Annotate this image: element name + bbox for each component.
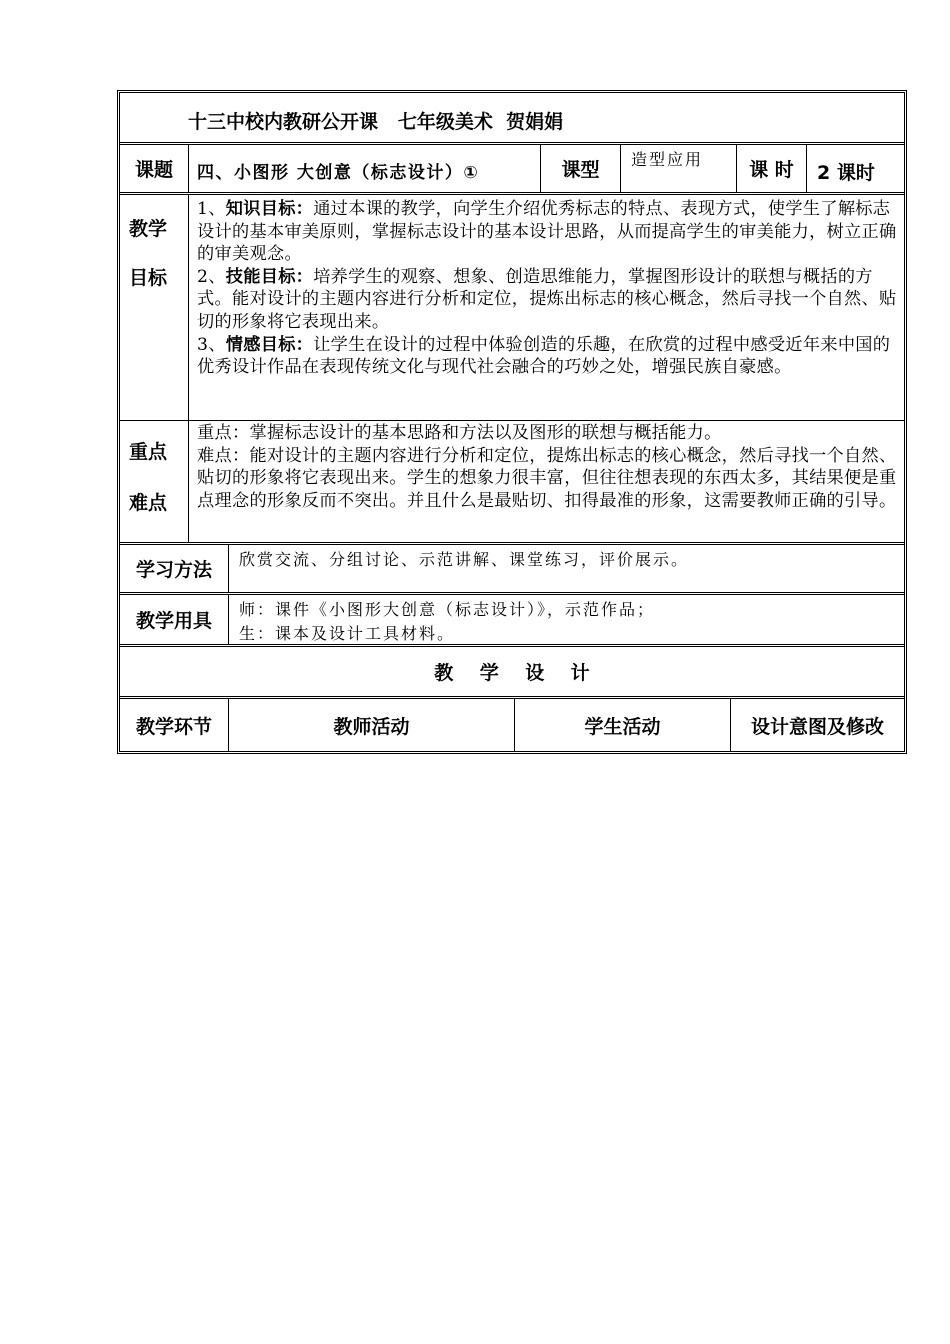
lesson-row <box>120 145 904 195</box>
topic-label: 课题 <box>134 159 173 181</box>
tools-student: 生：课本及设计工具材料。 <box>239 624 456 643</box>
key-points-label-line1: 重点 <box>129 441 168 463</box>
col-student: 学生活动 <box>514 699 730 751</box>
objectives-row <box>120 195 904 421</box>
lesson-plan-table <box>117 90 907 754</box>
tools-teacher: 师：课件《小图形大创意（标志设计）》，示范作品； <box>239 600 656 619</box>
column-header-row <box>120 699 904 751</box>
difficulty-text: 难点：能对设计的主题内容进行分析和定位，提炼出标志的核心概念，然后寻找一个自然、贴切的形象将它表现出来。学生的想象力很丰富，但往往想表现的东西太多，其结果便是重点理念的形象反而不突出。并且什么是最贴切、扣得最准的形象，这需要教师正确的引导。 <box>197 445 897 511</box>
objectives-label <box>120 195 188 420</box>
methods-label: 学习方法 <box>135 559 212 581</box>
type-value: 造型应用 <box>620 145 736 192</box>
hours-label: 课 时 <box>736 145 806 192</box>
objective-item: 2、技能目标：培养学生的观察、想象、创造思维能力，掌握图形设计的联想与概括的方式。能对设计的主题内容进行分析和定位，提炼出标志的核心概念，然后寻找一个自然、贴切的形象将它表现出来。 <box>197 266 897 332</box>
hours-value: 2 课时 <box>806 145 904 192</box>
col-intent: 设计意图及修改 <box>730 699 904 751</box>
tools-row <box>120 595 904 647</box>
topic-value: 四、小图形 大创意（标志设计）① <box>188 145 540 192</box>
col-stage: 教学环节 <box>135 715 212 738</box>
header-row <box>120 93 904 145</box>
key-points-row <box>120 421 904 545</box>
design-title: 教 学 设 计 <box>434 662 590 684</box>
methods-row <box>120 545 904 595</box>
objective-item: 3、情感目标：让学生在设计的过程中体验创造的乐趣，在欣赏的过程中感受近年来中国的优秀设计作品在表现传统文化与现代社会融合的巧妙之处，增强民族自豪感。 <box>197 334 891 378</box>
tools-value <box>228 595 904 644</box>
key-points-content <box>188 421 904 542</box>
objectives-label-line1: 教学 <box>129 218 168 240</box>
key-points-label-line2: 难点 <box>129 492 168 514</box>
design-title-row <box>120 647 904 699</box>
tools-label: 教学用具 <box>135 610 212 632</box>
col-teacher: 教师活动 <box>228 699 514 751</box>
page-title: 十三中校内教研公开课 七年级美术 贺娟娟 <box>188 111 564 133</box>
objective-item: 1、知识目标：通过本课的教学，向学生介绍优秀标志的特点、表现方式，使学生了解标志设计的基本审美原则，掌握标志设计的基本设计思路，从而提高学生的审美能力，树立正确的审美观念。 <box>197 199 897 265</box>
objectives-content <box>188 195 904 420</box>
methods-value: 欣赏交流、分组讨论、示范讲解、课堂练习，评价展示。 <box>228 545 904 592</box>
key-points-label <box>120 421 188 542</box>
type-label: 课型 <box>540 145 620 192</box>
objectives-label-line2: 目标 <box>129 267 168 289</box>
key-point-text: 重点：掌握标志设计的基本思路和方法以及图形的联想与概括能力。 <box>197 423 722 443</box>
